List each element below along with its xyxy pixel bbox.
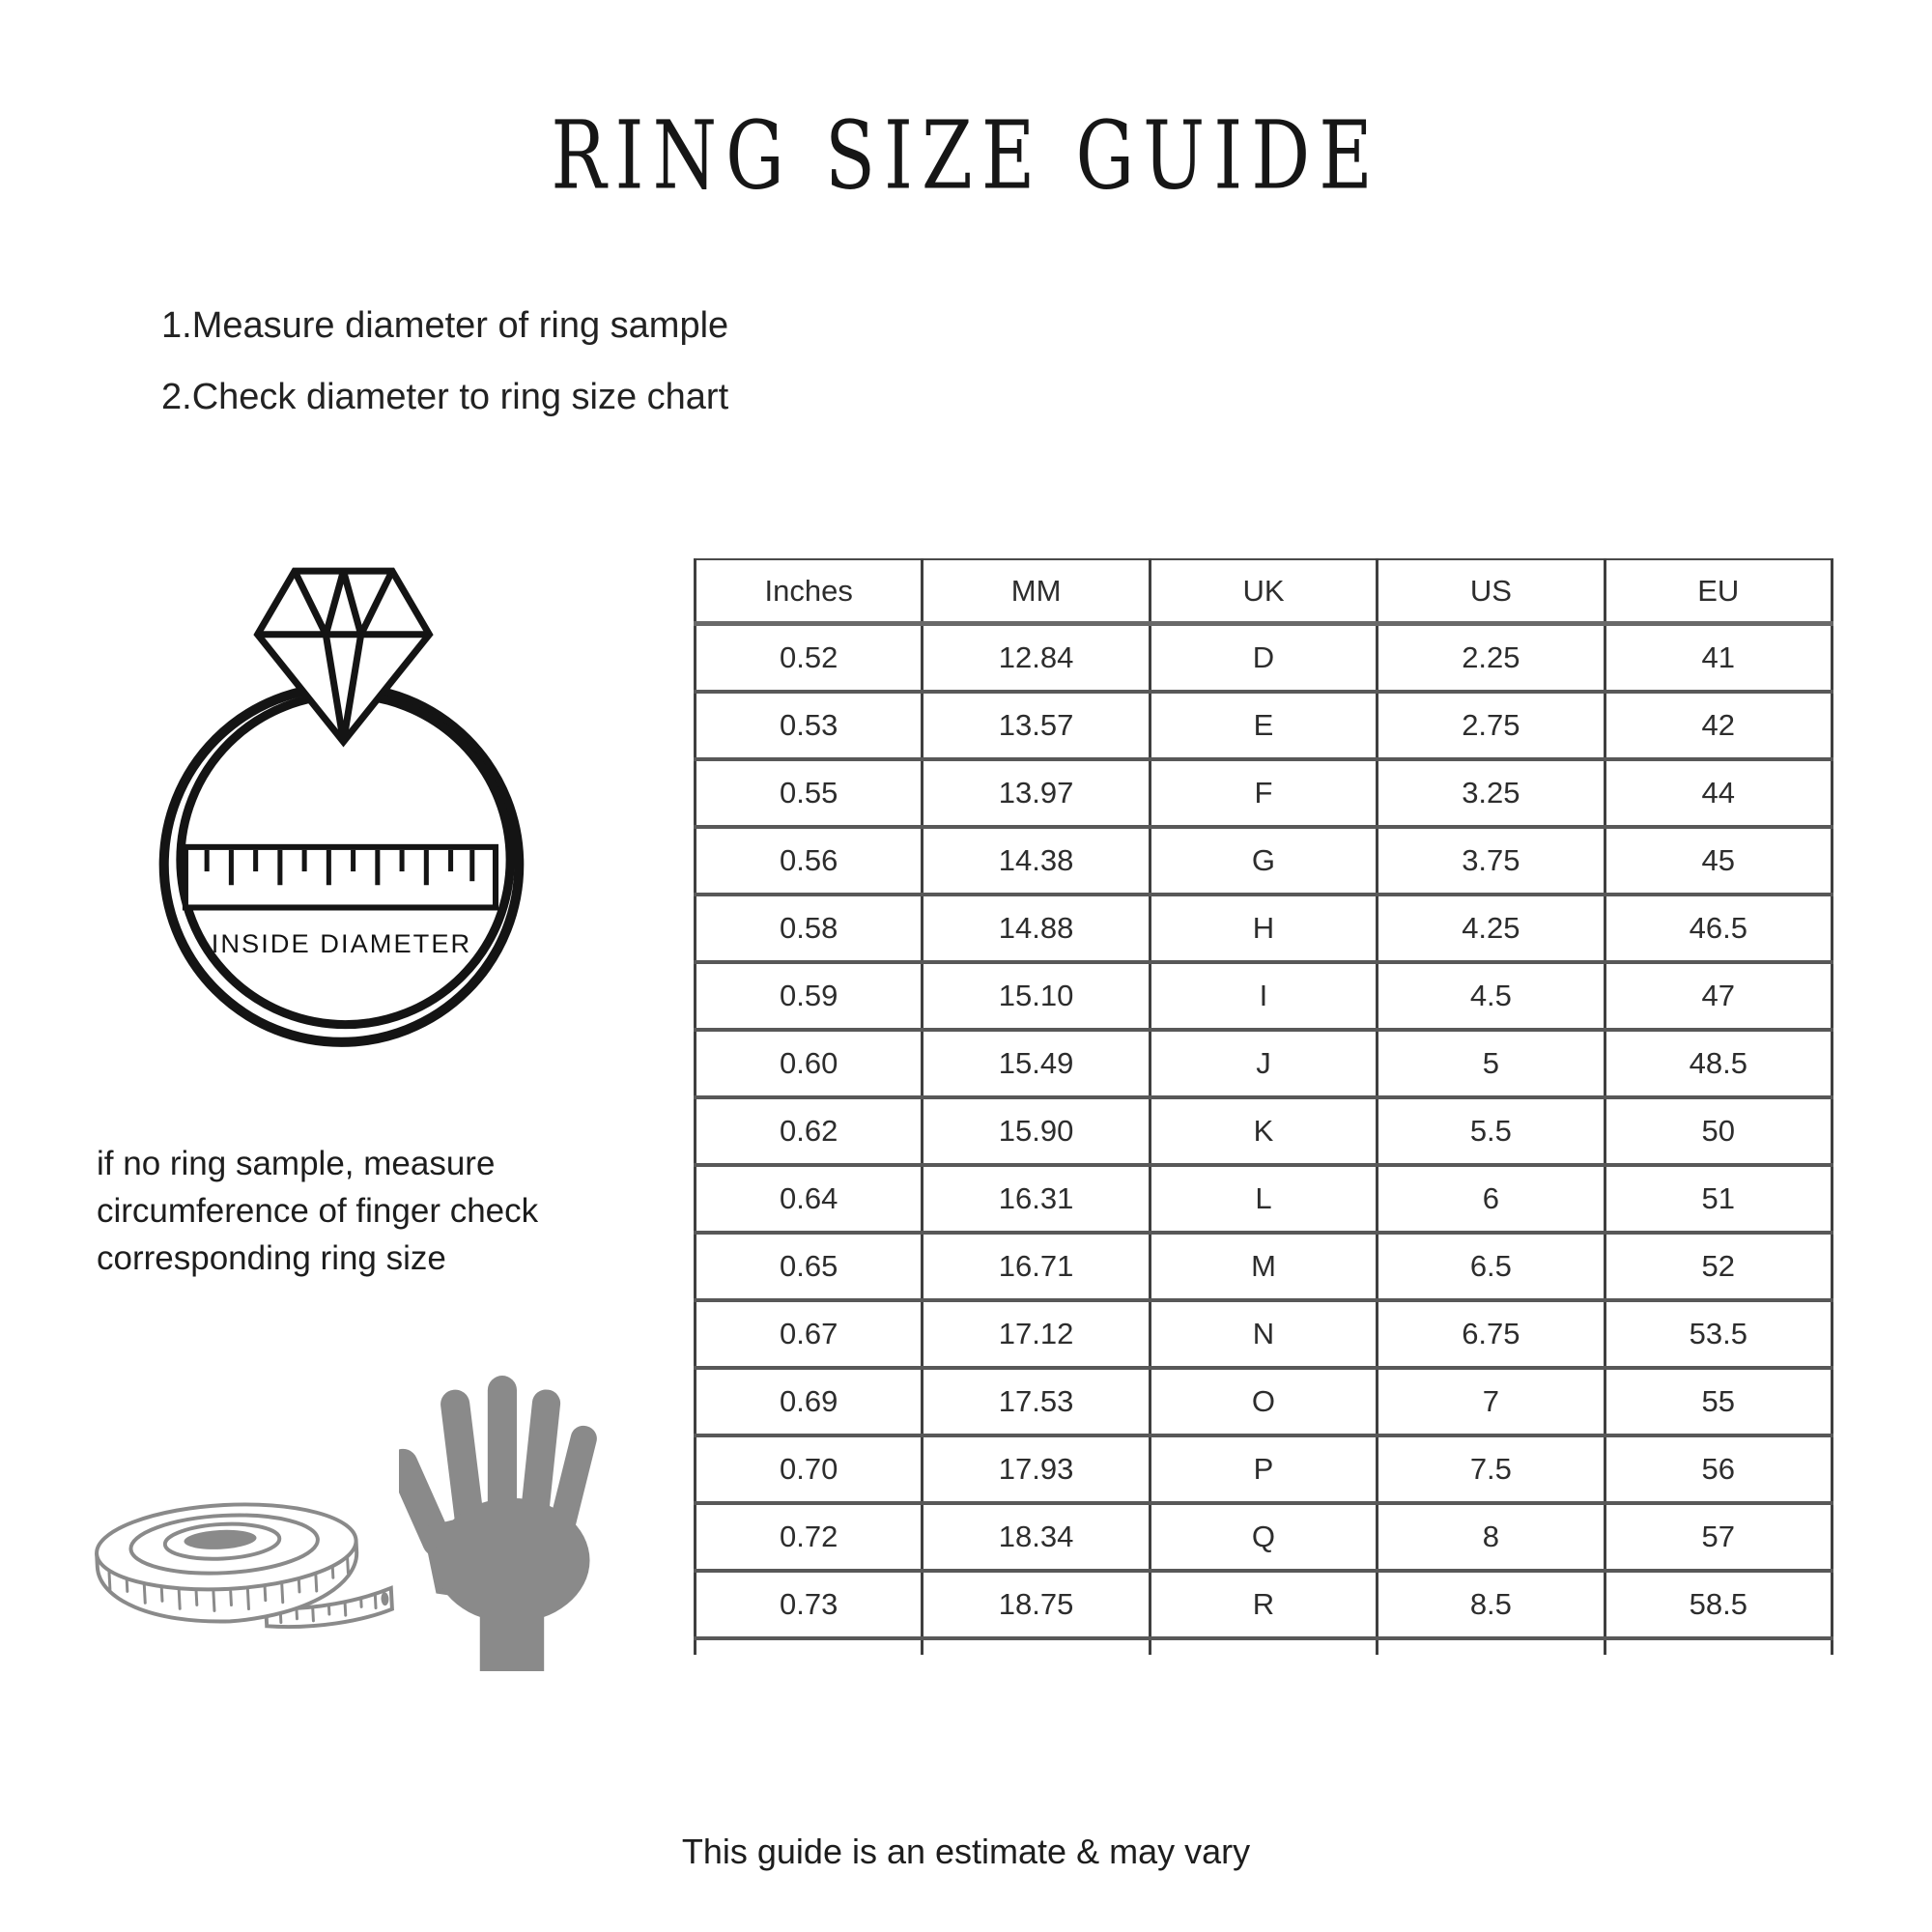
- table-row: [696, 1503, 1833, 1571]
- no-ring-sample-note: [97, 1140, 657, 1282]
- note-line-2: circumference of finger check: [97, 1192, 539, 1230]
- table-row: [696, 1165, 1833, 1233]
- table-cell: 48.5: [1605, 1030, 1832, 1097]
- table-cell: 47: [1605, 962, 1832, 1030]
- table-cell: 0.64: [696, 1165, 923, 1233]
- table-row: [696, 1300, 1833, 1368]
- table-cell: E: [1150, 692, 1377, 759]
- inside-diameter-label: INSIDE DIAMETER: [211, 927, 472, 958]
- table-cell: 0.70: [696, 1435, 923, 1503]
- table-cell: 7: [1378, 1368, 1605, 1435]
- table-cell: 4.25: [1378, 895, 1605, 962]
- table-cell: 45: [1605, 827, 1832, 895]
- table-cell: 0.53: [696, 692, 923, 759]
- table-cell: R: [1150, 1571, 1377, 1638]
- table-cell: 17.53: [923, 1368, 1150, 1435]
- table-row: [696, 1030, 1833, 1097]
- column-header-uk: UK: [1150, 559, 1377, 624]
- table-cell: 53.5: [1605, 1300, 1832, 1368]
- table-cell: Q: [1150, 1503, 1377, 1571]
- table-cell: 8: [1378, 1503, 1605, 1571]
- table-cell: 2.25: [1378, 624, 1605, 693]
- cutoff-cell: [1150, 1638, 1377, 1655]
- table-body: [696, 624, 1833, 1639]
- table-cell: 13.57: [923, 692, 1150, 759]
- diamond-icon: [258, 571, 430, 742]
- table-header: [696, 559, 1833, 624]
- note-line-3: corresponding ring size: [97, 1239, 446, 1277]
- table-cell: 0.72: [696, 1503, 923, 1571]
- column-header-mm: MM: [923, 559, 1150, 624]
- table-cell: N: [1150, 1300, 1377, 1368]
- table-cell: 57: [1605, 1503, 1832, 1571]
- table-cell: J: [1150, 1030, 1377, 1097]
- table-row: [696, 692, 1833, 759]
- table-cell: F: [1150, 759, 1377, 827]
- tape-measure-icon: [83, 1490, 408, 1673]
- table-cell: 14.38: [923, 827, 1150, 895]
- table-cell: 14.88: [923, 895, 1150, 962]
- table-cell: 16.31: [923, 1165, 1150, 1233]
- table-cell: 15.90: [923, 1097, 1150, 1165]
- table-cell: 41: [1605, 624, 1832, 693]
- table-cell: 3.25: [1378, 759, 1605, 827]
- table-cell: 42: [1605, 692, 1832, 759]
- table-row: [696, 962, 1833, 1030]
- table-cell: M: [1150, 1233, 1377, 1300]
- table-row: [696, 1233, 1833, 1300]
- cutoff-cell: [923, 1638, 1150, 1655]
- table-cutoff-row: [696, 1638, 1833, 1655]
- table-row: [696, 895, 1833, 962]
- table-cell: 0.69: [696, 1368, 923, 1435]
- table-cell: 8.5: [1378, 1571, 1605, 1638]
- table-row: [696, 1435, 1833, 1503]
- table-cell: 17.93: [923, 1435, 1150, 1503]
- table-cell: 0.55: [696, 759, 923, 827]
- table-cell: 52: [1605, 1233, 1832, 1300]
- table-cell: 0.59: [696, 962, 923, 1030]
- column-header-eu: EU: [1605, 559, 1832, 624]
- table-row: [696, 1097, 1833, 1165]
- column-header-us: US: [1378, 559, 1605, 624]
- table-cell: 56: [1605, 1435, 1832, 1503]
- table-cell: 51: [1605, 1165, 1832, 1233]
- cutoff-cell: [696, 1638, 923, 1655]
- table-row: [696, 1571, 1833, 1638]
- hand-icon: [399, 1370, 628, 1671]
- table-cell: H: [1150, 895, 1377, 962]
- table-cell: 5.5: [1378, 1097, 1605, 1165]
- table-cell: 0.73: [696, 1571, 923, 1638]
- note-line-1: if no ring sample, measure: [97, 1145, 496, 1182]
- table-row: [696, 1368, 1833, 1435]
- table-cell: 0.60: [696, 1030, 923, 1097]
- disclaimer-text: This guide is an estimate & may vary: [681, 1832, 1251, 1871]
- table-cell: 0.62: [696, 1097, 923, 1165]
- table-cell: 3.75: [1378, 827, 1605, 895]
- table-cell: I: [1150, 962, 1377, 1030]
- table-cell: 18.34: [923, 1503, 1150, 1571]
- table-cell: P: [1150, 1435, 1377, 1503]
- ruler-icon: [185, 847, 496, 908]
- table-cell: K: [1150, 1097, 1377, 1165]
- table-cell: 0.65: [696, 1233, 923, 1300]
- table-cell: O: [1150, 1368, 1377, 1435]
- table-cell: 16.71: [923, 1233, 1150, 1300]
- page-title: RING SIZE GUIDE: [551, 99, 1381, 211]
- table-row: [696, 759, 1833, 827]
- table-cell: G: [1150, 827, 1377, 895]
- instruction-step-2: 2.Check diameter to ring size chart: [161, 377, 729, 417]
- table-cell: 13.97: [923, 759, 1150, 827]
- table-cell: 15.10: [923, 962, 1150, 1030]
- instructions: [161, 290, 728, 433]
- table-cell: 55: [1605, 1368, 1832, 1435]
- table-cell: 18.75: [923, 1571, 1150, 1638]
- table-cell: 6: [1378, 1165, 1605, 1233]
- table-cell: 4.5: [1378, 962, 1605, 1030]
- table-cell: L: [1150, 1165, 1377, 1233]
- table-cell: 0.56: [696, 827, 923, 895]
- table-cell: 50: [1605, 1097, 1832, 1165]
- instruction-step-1: 1.Measure diameter of ring sample: [161, 305, 729, 346]
- table-cell: 5: [1378, 1030, 1605, 1097]
- table-row: [696, 624, 1833, 693]
- table-cell: 44: [1605, 759, 1832, 827]
- table-cell: 2.75: [1378, 692, 1605, 759]
- table-cell: D: [1150, 624, 1377, 693]
- table-cell: 6.75: [1378, 1300, 1605, 1368]
- table-cell: 0.52: [696, 624, 923, 693]
- table-row: [696, 827, 1833, 895]
- table-cell: 12.84: [923, 624, 1150, 693]
- table-cell: 15.49: [923, 1030, 1150, 1097]
- column-header-inches: Inches: [696, 559, 923, 624]
- table-cell: 0.58: [696, 895, 923, 962]
- cutoff-cell: [1378, 1638, 1605, 1655]
- table-cell: 7.5: [1378, 1435, 1605, 1503]
- ring-inside-diameter-illustration: [150, 558, 536, 1061]
- table-cell: 0.67: [696, 1300, 923, 1368]
- table-cell: 17.12: [923, 1300, 1150, 1368]
- cutoff-cell: [1605, 1638, 1832, 1655]
- table-cell: 6.5: [1378, 1233, 1605, 1300]
- ring-size-table: [694, 558, 1833, 1655]
- table-cell: 58.5: [1605, 1571, 1832, 1638]
- table-cell: 46.5: [1605, 895, 1832, 962]
